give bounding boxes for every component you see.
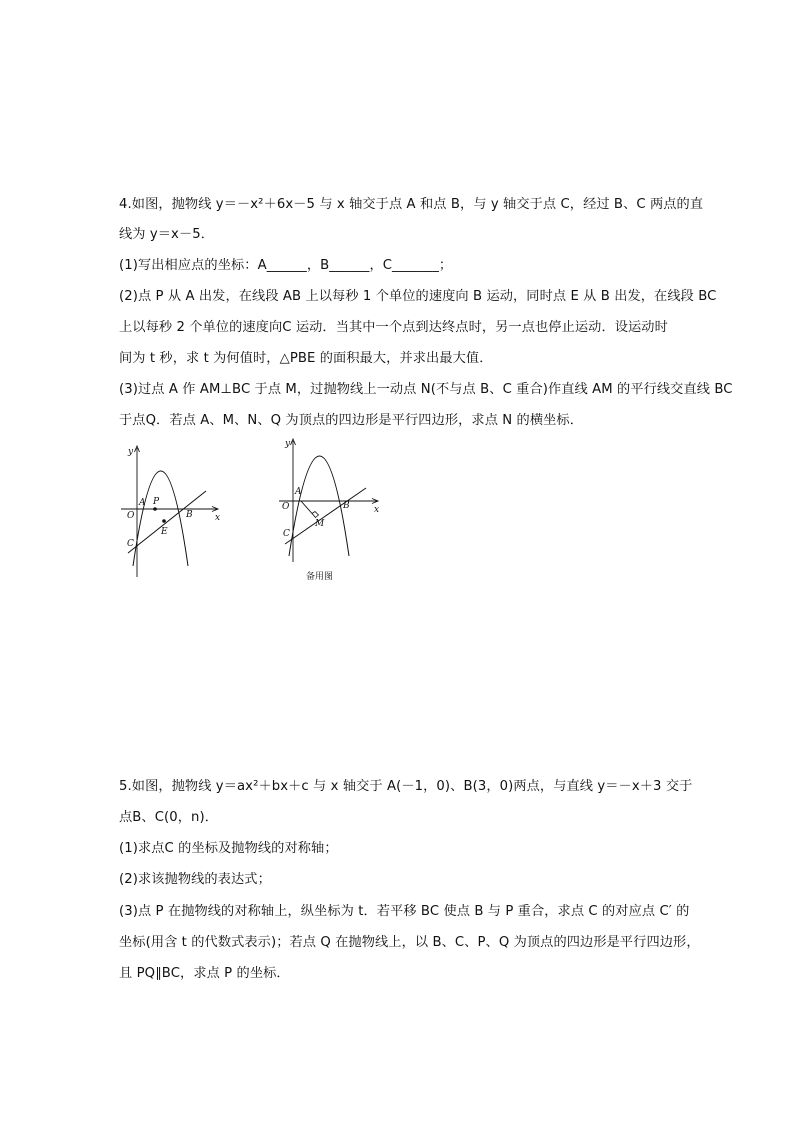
point-e xyxy=(162,519,166,523)
label-c: C xyxy=(283,529,290,539)
label-a: A xyxy=(139,498,146,508)
q4-figure-backup xyxy=(276,438,386,564)
figure-caption: 备用图 xyxy=(306,572,334,582)
label-m: M xyxy=(315,519,325,529)
label-x: x xyxy=(215,513,221,523)
q4-part-2-line-3: 间为 t 秒，求 t 为何值时，△PBE 的面积最大，并求出最大值． xyxy=(119,351,493,366)
label-x: x xyxy=(374,505,380,515)
q4-line-1: 4.如图，抛物线 y＝－x²＋6x－5 与 x 轴交于点 A 和点 B，与 y 轴交于点 C，经过 B、C 两点的直 xyxy=(119,197,704,212)
label-y: y xyxy=(285,439,291,449)
segment-am xyxy=(301,501,316,518)
label-b: B xyxy=(186,510,193,520)
q5-part-3-line-1: (3)点 P 在抛物线的对称轴上，纵坐标为 t．若平移 BC 使点 B 与 P 重合，求点 C 的对应点 C′ 的 xyxy=(119,904,690,919)
q4-line-2: 线为 y＝x－5． xyxy=(119,227,215,242)
point-p xyxy=(153,507,157,511)
label-b: B xyxy=(343,501,350,511)
label-c: C xyxy=(127,539,134,549)
q5-line-1: 5.如图，抛物线 y＝ax²＋bx＋c 与 x 轴交于 A(－1，0)、B(3，0)两点，与直线 y＝－x＋3 交于 xyxy=(119,779,693,794)
q5-part-2: (2)求该抛物线的表达式； xyxy=(119,872,271,887)
q4-part-3-line-2: 于点Q．若点 A、M、N、Q 为顶点的四边形是平行四边形，求点 N 的横坐标． xyxy=(119,413,583,428)
q4-figure-main xyxy=(118,444,228,580)
q4-part-2-line-1: (2)点 P 从 A 出发，在线段 AB 上以每秒 1 个单位的速度向 B 运动，同时点 E 从 B 出发，在线段 BC xyxy=(119,289,717,304)
q5-part-1: (1)求点C 的坐标及抛物线的对称轴； xyxy=(119,841,338,856)
label-a: A xyxy=(295,487,302,497)
label-p: P xyxy=(153,497,160,507)
q4-part-2-line-2: 上以每秒 2 个单位的速度向C 运动．当其中一个点到达终点时，另一点也停止运动．设运动时 xyxy=(119,320,668,335)
q5-part-3-line-3: 且 PQ∥BC，求点 P 的坐标． xyxy=(119,966,290,981)
q4-part-3-line-1: (3)过点 A 作 AM⊥BC 于点 M，过抛物线上一动点 N(不与点 B、C 重合)作直线 AM 的平行线交直线 BC xyxy=(119,382,733,397)
label-y: y xyxy=(128,447,134,457)
parabola xyxy=(133,471,188,566)
q5-part-3-line-2: 坐标(用含 t 的代数式表示)；若点 Q 在抛物线上，以 B、C、P、Q 为顶点的四边形是平行四边形， xyxy=(119,935,700,950)
q4-part-1: (1)写出相应点的坐标：A______，B______，C_______； xyxy=(119,258,453,273)
q5-line-2: 点B、C(0，n)． xyxy=(119,810,219,825)
label-e: E xyxy=(161,527,168,537)
label-o: O xyxy=(127,511,135,521)
label-o: O xyxy=(282,502,290,512)
